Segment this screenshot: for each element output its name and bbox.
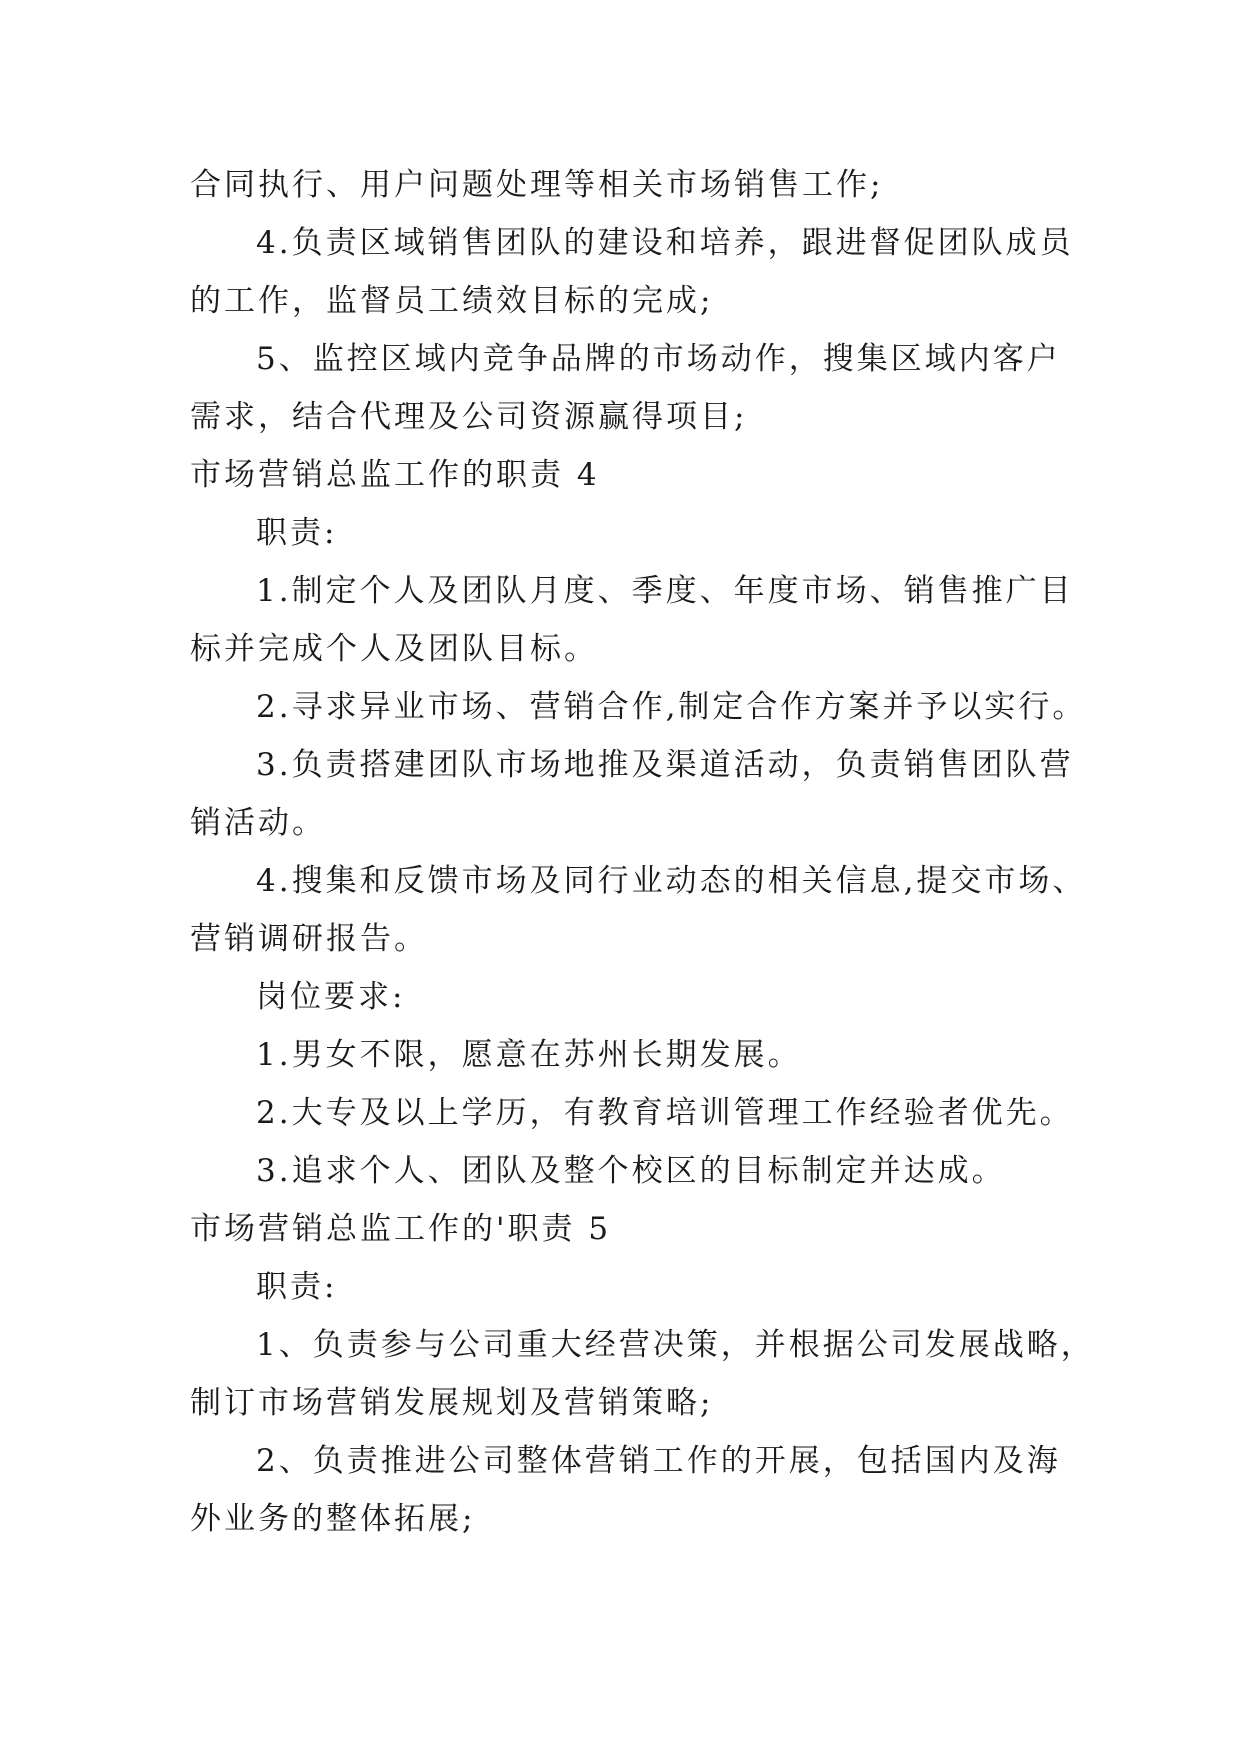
body-text-line: 外业务的整体拓展; bbox=[190, 1501, 476, 1537]
subsection-label: 岗位要求: bbox=[256, 979, 406, 1015]
list-item-line: 2.寻求异业市场、营销合作,制定合作方案并予以实行。 bbox=[256, 689, 1087, 725]
list-item-line: 2.大专及以上学历，有教育培训管理工作经验者优先。 bbox=[256, 1095, 1074, 1131]
body-text-line: 标并完成个人及团队目标。 bbox=[190, 631, 598, 667]
body-text-line: 需求，结合代理及公司资源赢得项目; bbox=[190, 399, 748, 435]
list-item-line: 2、负责推进公司整体营销工作的开展，包括国内及海 bbox=[256, 1443, 1061, 1479]
subsection-label: 职责: bbox=[256, 515, 338, 551]
body-text-line: 的工作，监督员工绩效目标的完成; bbox=[190, 283, 714, 319]
list-item-line: 1、负责参与公司重大经营决策，并根据公司发展战略， bbox=[256, 1327, 1095, 1363]
section-heading: 市场营销总监工作的'职责 5 bbox=[190, 1211, 612, 1247]
body-text-line: 制订市场营销发展规划及营销策略; bbox=[190, 1385, 714, 1421]
body-text-line: 营销调研报告。 bbox=[190, 921, 428, 957]
list-item-line: 5、监控区域内竞争品牌的市场动作，搜集区域内客户 bbox=[256, 341, 1061, 377]
body-text-line: 销活动。 bbox=[190, 805, 326, 841]
list-item-line: 3.追求个人、团队及整个校区的目标制定并达成。 bbox=[256, 1153, 1006, 1189]
body-text-line: 合同执行、用户问题处理等相关市场销售工作; bbox=[190, 167, 884, 203]
subsection-label: 职责: bbox=[256, 1269, 338, 1305]
list-item-line: 4.搜集和反馈市场及同行业动态的相关信息,提交市场、 bbox=[256, 863, 1087, 899]
list-item-line: 3.负责搭建团队市场地推及渠道活动，负责销售团队营 bbox=[256, 747, 1074, 783]
list-item-line: 1.男女不限，愿意在苏州长期发展。 bbox=[256, 1037, 802, 1073]
list-item-line: 4.负责区域销售团队的建设和培养，跟进督促团队成员 bbox=[256, 225, 1074, 261]
list-item-line: 1.制定个人及团队月度、季度、年度市场、销售推广目 bbox=[256, 573, 1074, 609]
section-heading: 市场营销总监工作的职责 4 bbox=[190, 457, 600, 493]
